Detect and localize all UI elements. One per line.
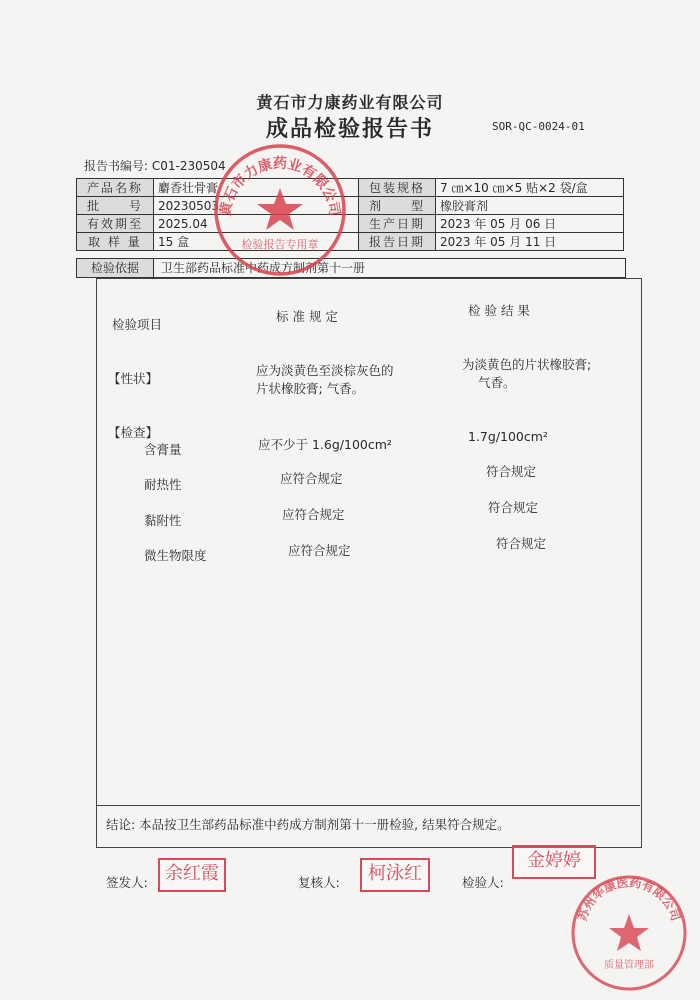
inspection-item-1: 含膏量 [144, 442, 182, 457]
document-title: 成品检验报告书 [265, 116, 434, 142]
expiry-label: 有效期至 [77, 215, 154, 233]
product-name-label: 产品名称 [77, 179, 154, 197]
header-table [76, 178, 624, 251]
inspection-standard-2: 应符合规定 [280, 471, 343, 486]
top-seal-text: 黄石市力康药业有限公司 [217, 155, 343, 218]
pack-label: 包装规格 [359, 179, 436, 197]
batch-value: 20230503 [154, 197, 359, 215]
pack-value: 7 ㎝×10 ㎝×5 贴×2 袋/盒 [436, 179, 624, 197]
product-name-value: 麝香壮骨膏 [154, 179, 359, 197]
sample-value: 15 盒 [154, 233, 359, 251]
company-seal-icon [210, 140, 350, 280]
column-standard-header: 标 准 规 定 [276, 309, 338, 324]
inspection-item-2: 耐热性 [144, 477, 182, 492]
company-name: 黄石市力康药业有限公司 [256, 93, 444, 112]
top-seal-subtext: 检验报告专用章 [241, 238, 319, 251]
inspection-standard-4: 应符合规定 [288, 543, 351, 558]
inspection-standard-1: 应不少于 1.6g/100cm² [258, 437, 392, 452]
issuer-label: 签发人: [106, 875, 148, 890]
properties-standard-line1: 应为淡黄色至淡棕灰色的 [256, 363, 394, 378]
properties-result-line2: 气香。 [478, 375, 516, 390]
inspection-result-4: 符合规定 [496, 536, 547, 551]
report-number: 报告书编号: C01-230504 [84, 159, 226, 173]
form-label: 剂 型 [359, 197, 436, 215]
inspector-signature-stamp: 金婷婷 [512, 845, 596, 879]
properties-standard-line2: 片状橡胶膏; 气香。 [256, 381, 365, 396]
inspection-item-3: 黏附性 [144, 513, 182, 528]
basis-row [76, 258, 626, 278]
conclusion-divider [96, 805, 640, 806]
bottom-seal-subtext: 质量管理部 [604, 960, 654, 971]
inspection-label: 【检查】 [108, 425, 159, 440]
inspection-item-4: 微生物限度 [144, 548, 207, 563]
prod-date-label: 生产日期 [359, 215, 436, 233]
basis-value: 卫生部药品标准中药成方制剂第十一册 [161, 261, 366, 275]
column-item-header: 检验项目 [112, 317, 163, 332]
sample-label: 取 样 量 [77, 233, 154, 251]
inspection-result-1: 1.7g/100cm² [468, 429, 548, 444]
qa-seal-icon [568, 872, 690, 994]
issuer-signature-stamp: 余红霞 [158, 858, 226, 892]
inspector-label: 检验人: [462, 875, 504, 890]
inspection-result-2: 符合规定 [486, 464, 537, 479]
inspection-result-3: 符合规定 [488, 500, 539, 515]
batch-label: 批 号 [77, 197, 154, 215]
document-code: SOR-QC-0024-01 [492, 120, 585, 133]
reviewer-signature-stamp: 柯泳红 [360, 858, 430, 892]
properties-label: 【性状】 [108, 371, 159, 386]
expiry-value: 2025.04 [154, 215, 359, 233]
basis-label: 检验依据 [77, 259, 154, 277]
column-result-header: 检 验 结 果 [468, 303, 530, 318]
bottom-seal-text: 苏州华康医药有限公司 [575, 875, 683, 923]
inspection-standard-3: 应符合规定 [282, 507, 345, 522]
report-date-value: 2023 年 05 月 11 日 [436, 233, 624, 251]
properties-result-line1: 为淡黄色的片状橡胶膏; [462, 357, 592, 372]
report-date-label: 报告日期 [359, 233, 436, 251]
form-value: 橡胶膏剂 [436, 197, 624, 215]
conclusion-text: 结论: 本品按卫生部药品标准中药成方制剂第十一册检验, 结果符合规定。 [106, 817, 510, 832]
prod-date-value: 2023 年 05 月 06 日 [436, 215, 624, 233]
reviewer-label: 复核人: [298, 875, 340, 890]
